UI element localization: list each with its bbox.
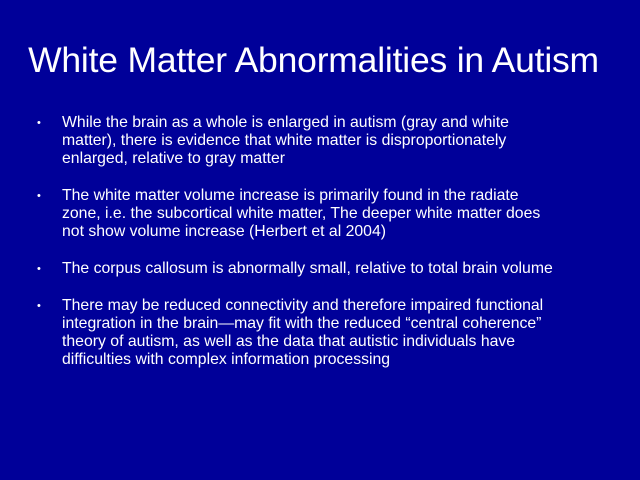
- bullet-item: [34, 114, 624, 168]
- bullet-list: [34, 114, 624, 388]
- slide-title: White Matter Abnormalities in Autism: [28, 40, 599, 80]
- bullet-text: There may be reduced connectivity and therefore impaired functional integration in the brain—may fit with the reduced “central coherence” theory of autism, as well as the data that autistic individuals have difficulties with complex information processing: [62, 297, 544, 368]
- bullet-marker: •: [37, 190, 41, 202]
- bullet-text: The corpus callosum is abnormally small, relative to total brain volume: [62, 260, 553, 277]
- bullet-item: [34, 187, 624, 241]
- bullet-text: The white matter volume increase is primarily found in the radiate zone, i.e. the subcortical white matter, The deeper white matter does not show volume increase (Herbert et al 2004): [62, 187, 541, 240]
- bullet-item: [34, 297, 624, 369]
- bullet-marker: •: [37, 300, 41, 312]
- bullet-text: While the brain as a whole is enlarged in autism (gray and white matter), there is evidence that white matter is disproportionately enlarged, relative to gray matter: [62, 114, 509, 167]
- bullet-marker: •: [37, 263, 41, 275]
- bullet-marker: •: [37, 117, 41, 129]
- bullet-item: [34, 260, 624, 278]
